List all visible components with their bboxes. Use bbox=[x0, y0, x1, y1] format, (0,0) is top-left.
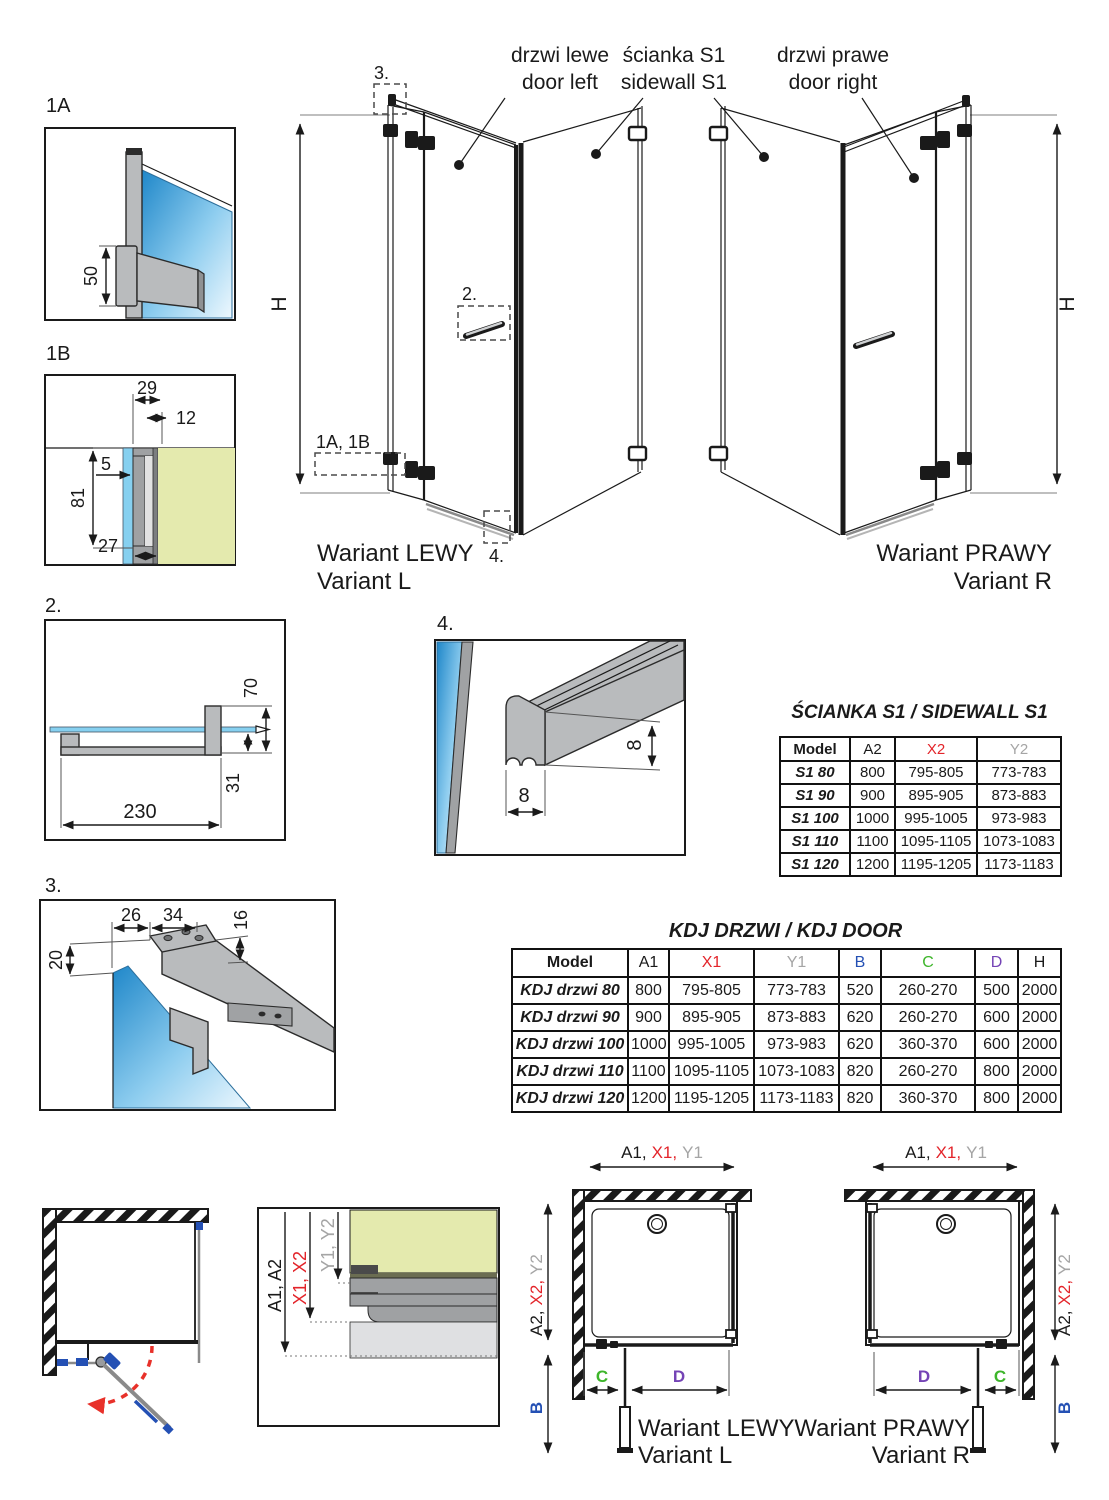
variant-left-en: Variant L bbox=[317, 568, 412, 595]
door-col-h: H bbox=[1018, 949, 1061, 977]
plan-right-dim-top: A1, X1, Y1 bbox=[905, 1143, 987, 1162]
plan-left-dim-d: D bbox=[672, 1367, 686, 1386]
detail-1b-label: 1B bbox=[46, 343, 71, 365]
door-col-d: D bbox=[975, 949, 1018, 977]
dim-h-right: H bbox=[1056, 296, 1079, 312]
door-row: KDJ drzwi 100 1000 995-1005 973-983 620 360-370 600 2000 bbox=[512, 1031, 1061, 1058]
door-col-model: Model bbox=[512, 949, 628, 977]
main-drawing-left bbox=[268, 63, 646, 595]
label-door-left-pl: drzwi lewe bbox=[510, 44, 610, 67]
sidewall-col-y2: Y2 bbox=[977, 737, 1061, 761]
door-row: KDJ drzwi 80 800 795-805 773-783 520 260-270 500 2000 bbox=[512, 977, 1061, 1004]
door-row: KDJ drzwi 110 1100 1095-1105 1073-1083 820 260-270 800 2000 bbox=[512, 1058, 1061, 1085]
sidewall-row: S1 120 1200 1195-1205 1173-1183 bbox=[780, 853, 1061, 876]
variant-left-pl: Wariant LEWY bbox=[317, 540, 474, 567]
detail-3 bbox=[40, 875, 335, 1110]
plan-variant-right-en: Variant R bbox=[871, 1442, 970, 1469]
detail-1a-label: 1A bbox=[46, 95, 71, 117]
dim-2-230: 230 bbox=[123, 801, 157, 823]
callout-4: 4. bbox=[489, 546, 505, 566]
label-door-right-pl: drzwi prawe bbox=[776, 44, 890, 67]
detail-1a bbox=[45, 95, 235, 320]
door-table bbox=[511, 920, 1060, 1113]
detail-4-label: 4. bbox=[437, 613, 454, 635]
plan-left-dim-b: B bbox=[527, 1401, 546, 1415]
detail-4 bbox=[435, 613, 685, 855]
dim-3-16: 16 bbox=[231, 909, 251, 931]
detail-3-label: 3. bbox=[45, 875, 62, 897]
sidewall-row: S1 110 1100 1095-1105 1073-1083 bbox=[780, 830, 1061, 853]
callout-3: 3. bbox=[374, 63, 390, 83]
variant-right-en: Variant R bbox=[953, 568, 1052, 595]
door-swing-diagram bbox=[43, 1209, 208, 1434]
label-door-left-en: door left bbox=[522, 71, 598, 94]
door-col-y1: Y1 bbox=[754, 949, 839, 977]
dim-1b-5: 5 bbox=[101, 454, 112, 474]
plan-view-right bbox=[794, 1143, 1074, 1469]
plan-variant-left-pl: Wariant LEWY bbox=[638, 1415, 795, 1442]
section-dim-x: X1, X2 bbox=[290, 1250, 310, 1305]
sidewall-row: S1 80 800 795-805 773-783 bbox=[780, 761, 1061, 784]
plan-left-dim-a2x2y2: A2,X2,Y2 bbox=[527, 1254, 546, 1336]
main-drawing-right bbox=[710, 95, 1079, 595]
door-col-b: B bbox=[839, 949, 881, 977]
label-door-right-en: door right bbox=[788, 71, 878, 94]
plan-view-left bbox=[527, 1143, 794, 1469]
detail-2-label: 2. bbox=[45, 595, 62, 617]
plan-left-dim-c: C bbox=[595, 1367, 609, 1386]
dim-4-h8: 8 bbox=[624, 739, 646, 751]
callout-2: 2. bbox=[462, 284, 478, 304]
door-row: KDJ drzwi 120 1200 1195-1205 1173-1183 820 360-370 800 2000 bbox=[512, 1085, 1061, 1112]
dim-1b-27: 27 bbox=[97, 536, 119, 556]
door-row: KDJ drzwi 90 900 895-905 873-883 620 260-270 600 2000 bbox=[512, 1004, 1061, 1031]
sidewall-row: S1 100 1000 995-1005 973-983 bbox=[780, 807, 1061, 830]
dim-1b-81: 81 bbox=[68, 487, 88, 509]
dim-1b-29: 29 bbox=[136, 378, 158, 398]
sidewall-table bbox=[779, 702, 1060, 877]
plan-variant-right-pl: Wariant PRAWY bbox=[794, 1415, 970, 1442]
door-table-title: KDJ DRZWI / KDJ DOOR bbox=[668, 920, 903, 942]
dim-3-26: 26 bbox=[120, 905, 142, 925]
sidewall-row: S1 90 900 895-905 873-883 bbox=[780, 784, 1061, 807]
dim-4-w8: 8 bbox=[518, 785, 530, 807]
detail-1b bbox=[45, 343, 235, 565]
door-col-x1: X1 bbox=[669, 949, 754, 977]
plan-left-dim-top: A1, X1, Y1 bbox=[621, 1143, 703, 1162]
dim-3-34: 34 bbox=[162, 905, 184, 925]
dim-2-70: 70 bbox=[241, 677, 261, 699]
label-sidewall-pl: ścianka S1 bbox=[622, 44, 726, 67]
dim-3-20: 20 bbox=[46, 949, 66, 971]
sidewall-col-x2: X2 bbox=[895, 737, 977, 761]
dim-1a-50: 50 bbox=[81, 265, 101, 287]
label-sidewall-en: sidewall S1 bbox=[620, 71, 728, 94]
door-col-c: C bbox=[881, 949, 975, 977]
dim-h-left: H bbox=[268, 296, 291, 312]
detail-2 bbox=[45, 595, 285, 840]
section-dim-a: A1, A2 bbox=[265, 1258, 285, 1312]
door-col-a1: A1 bbox=[628, 949, 669, 977]
sidewall-table-title: ŚCIANKA S1 / SIDEWALL S1 bbox=[791, 702, 1048, 723]
section-dim-y: Y1, Y2 bbox=[318, 1218, 338, 1272]
section-detail bbox=[258, 1208, 499, 1426]
plan-right-dim-c: C bbox=[993, 1367, 1007, 1386]
plan-variant-left-en: Variant L bbox=[638, 1442, 733, 1469]
leader-lines bbox=[454, 98, 919, 183]
top-labels bbox=[454, 44, 919, 183]
variant-right-pl: Wariant PRAWY bbox=[876, 540, 1052, 567]
dim-1b-12: 12 bbox=[176, 408, 197, 428]
plan-right-dim-b: B bbox=[1055, 1401, 1074, 1415]
plan-right-dim-a2x2y2: A2,X2,Y2 bbox=[1055, 1254, 1074, 1336]
plan-right-dim-d: D bbox=[917, 1367, 931, 1386]
callout-1a-1b: 1A, 1B bbox=[316, 432, 371, 452]
sidewall-col-model: Model bbox=[780, 737, 850, 761]
sidewall-col-a2: A2 bbox=[850, 737, 895, 761]
dim-2-31: 31 bbox=[223, 772, 243, 794]
